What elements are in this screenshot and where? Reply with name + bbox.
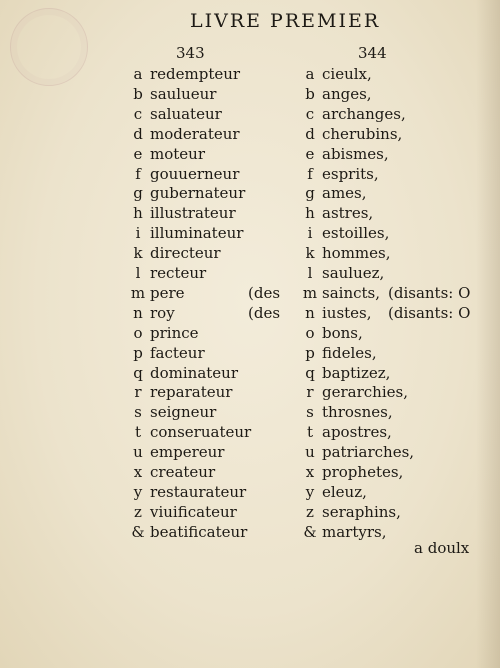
index-entry <box>298 382 500 402</box>
entry-word: cherubins, <box>322 124 403 143</box>
index-entry <box>298 183 500 203</box>
entry-letter: q <box>133 363 143 382</box>
entry-letter: u <box>133 443 143 462</box>
entry-letter: b <box>133 84 143 103</box>
index-entry <box>298 442 500 462</box>
entry-word: gerarchies, <box>322 383 408 402</box>
entry-letter: z <box>306 502 314 521</box>
entry-note: (des <box>248 303 281 322</box>
index-entry <box>298 84 500 104</box>
entry-letter: s <box>134 403 142 422</box>
catchword: a doulx <box>414 539 470 557</box>
column-number-left: 343 <box>176 44 205 62</box>
entry-letter: g <box>133 184 143 203</box>
entry-word: roy <box>150 303 175 322</box>
entry-word: gubernateur <box>150 184 246 203</box>
entry-word: martyrs, <box>322 522 387 541</box>
index-entry <box>298 363 500 383</box>
entry-letter: y <box>133 482 143 501</box>
entry-word: recteur <box>150 264 207 282</box>
entry-letter: i <box>307 224 313 243</box>
entry-letter: m <box>302 283 318 302</box>
entry-word: saulueur <box>150 84 217 103</box>
entry-word: fideles, <box>322 343 377 362</box>
entry-letter: c <box>133 104 143 123</box>
index-entry <box>298 283 500 303</box>
entry-letter: k <box>305 244 315 263</box>
entry-letter: q <box>305 363 315 382</box>
entry-word: illustrateur <box>150 204 236 223</box>
entry-word: viuificateur <box>150 502 237 521</box>
entry-letter: & <box>303 522 317 541</box>
entry-letter: n <box>305 303 315 322</box>
index-entry <box>298 144 500 164</box>
entry-letter: u <box>305 443 315 462</box>
entry-word: archanges, <box>322 104 406 123</box>
entry-note: (disants: O <box>388 283 471 302</box>
entry-letter: t <box>306 423 314 442</box>
entry-letter: e <box>133 144 143 163</box>
index-entry <box>298 402 500 422</box>
entry-word: gouuerneur <box>150 164 240 183</box>
entry-word: beatificateur <box>150 522 248 541</box>
entry-word: hommes, <box>322 244 391 263</box>
entry-letter: b <box>305 84 315 103</box>
index-entry <box>298 482 500 502</box>
entry-letter: & <box>131 522 145 541</box>
entry-word: reparateur <box>150 383 233 402</box>
library-stamp <box>10 8 88 86</box>
index-entry <box>298 462 500 482</box>
entry-letter: y <box>305 482 315 501</box>
entry-letter: r <box>134 383 142 402</box>
entry-word: moderateur <box>150 124 240 143</box>
entry-word: estoilles, <box>322 224 390 243</box>
entry-letter: d <box>305 124 315 143</box>
entry-word: prince <box>150 323 199 342</box>
entry-note: (des <box>248 283 281 302</box>
entry-word: throsnes, <box>322 403 393 422</box>
entry-letter: f <box>307 164 313 183</box>
index-entry <box>298 243 500 263</box>
entry-letter: a <box>305 65 315 83</box>
index-entry <box>298 203 500 223</box>
entry-letter: c <box>305 104 315 123</box>
entry-word: prophetes, <box>322 463 404 481</box>
index-entry <box>298 263 500 283</box>
entry-letter: n <box>133 303 143 322</box>
entry-letter: x <box>305 463 315 481</box>
entry-letter: r <box>306 383 314 402</box>
entry-letter: i <box>135 224 141 243</box>
entry-word: seigneur <box>150 403 217 422</box>
entry-word: ames, <box>322 184 367 203</box>
entry-letter: h <box>133 204 143 223</box>
entry-word: cieulx, <box>322 65 372 83</box>
index-entry <box>298 164 500 184</box>
entry-word: sauluez, <box>322 264 385 282</box>
entry-letter: p <box>305 343 315 362</box>
entry-letter: z <box>134 502 142 521</box>
entry-word: conseruateur <box>150 423 252 442</box>
entry-word: seraphins, <box>322 502 401 521</box>
index-entry <box>298 343 500 363</box>
entry-word: eleuz, <box>322 482 367 501</box>
entry-note: (disants: O <box>388 303 471 322</box>
entry-word: anges, <box>322 84 372 103</box>
entry-letter: h <box>305 204 315 223</box>
entry-letter: a <box>133 65 143 83</box>
index-entry <box>298 303 500 323</box>
entry-word: directeur <box>150 244 221 263</box>
index-entry <box>298 64 500 84</box>
entry-word: astres, <box>322 204 374 223</box>
entry-letter: e <box>305 144 315 163</box>
column-number-right: 344 <box>358 44 387 62</box>
entry-word: illuminateur <box>150 224 244 243</box>
entry-word: abismes, <box>322 144 389 163</box>
entry-word: apostres, <box>322 423 392 442</box>
entry-letter: m <box>130 283 146 302</box>
entry-word: redempteur <box>150 65 241 83</box>
entry-word: saluateur <box>150 104 222 123</box>
entry-word: dominateur <box>150 363 238 382</box>
entry-word: facteur <box>150 343 205 362</box>
entry-word: bons, <box>322 323 363 342</box>
entry-letter: o <box>305 323 315 342</box>
entry-word: createur <box>150 463 216 481</box>
index-entry <box>298 104 500 124</box>
index-entry <box>298 323 500 343</box>
index-entry <box>298 223 500 243</box>
entry-word: patriarches, <box>322 443 415 462</box>
entry-letter: l <box>135 264 141 282</box>
entry-word: baptizez, <box>322 363 391 382</box>
index-entry <box>298 124 500 144</box>
entry-letter: l <box>307 264 313 282</box>
entry-word: moteur <box>150 144 205 163</box>
entry-word: restaurateur <box>150 482 247 501</box>
entry-word: empereur <box>150 443 225 462</box>
entry-letter: o <box>133 323 143 342</box>
index-entry <box>298 522 500 542</box>
entry-letter: p <box>133 343 143 362</box>
entry-word: iustes, <box>322 303 372 322</box>
index-entry <box>298 422 500 442</box>
entry-letter: k <box>133 244 143 263</box>
entry-letter: x <box>133 463 143 481</box>
entry-word: pere <box>150 283 185 302</box>
entry-letter: s <box>306 403 314 422</box>
running-title: LIVRE PREMIER <box>190 10 381 32</box>
index-entry <box>298 502 500 522</box>
entry-word: saincts, <box>322 283 380 302</box>
entry-letter: d <box>133 124 143 143</box>
entry-letter: f <box>135 164 141 183</box>
entry-letter: t <box>134 423 142 442</box>
entry-word: esprits, <box>322 164 379 183</box>
entry-letter: g <box>305 184 315 203</box>
